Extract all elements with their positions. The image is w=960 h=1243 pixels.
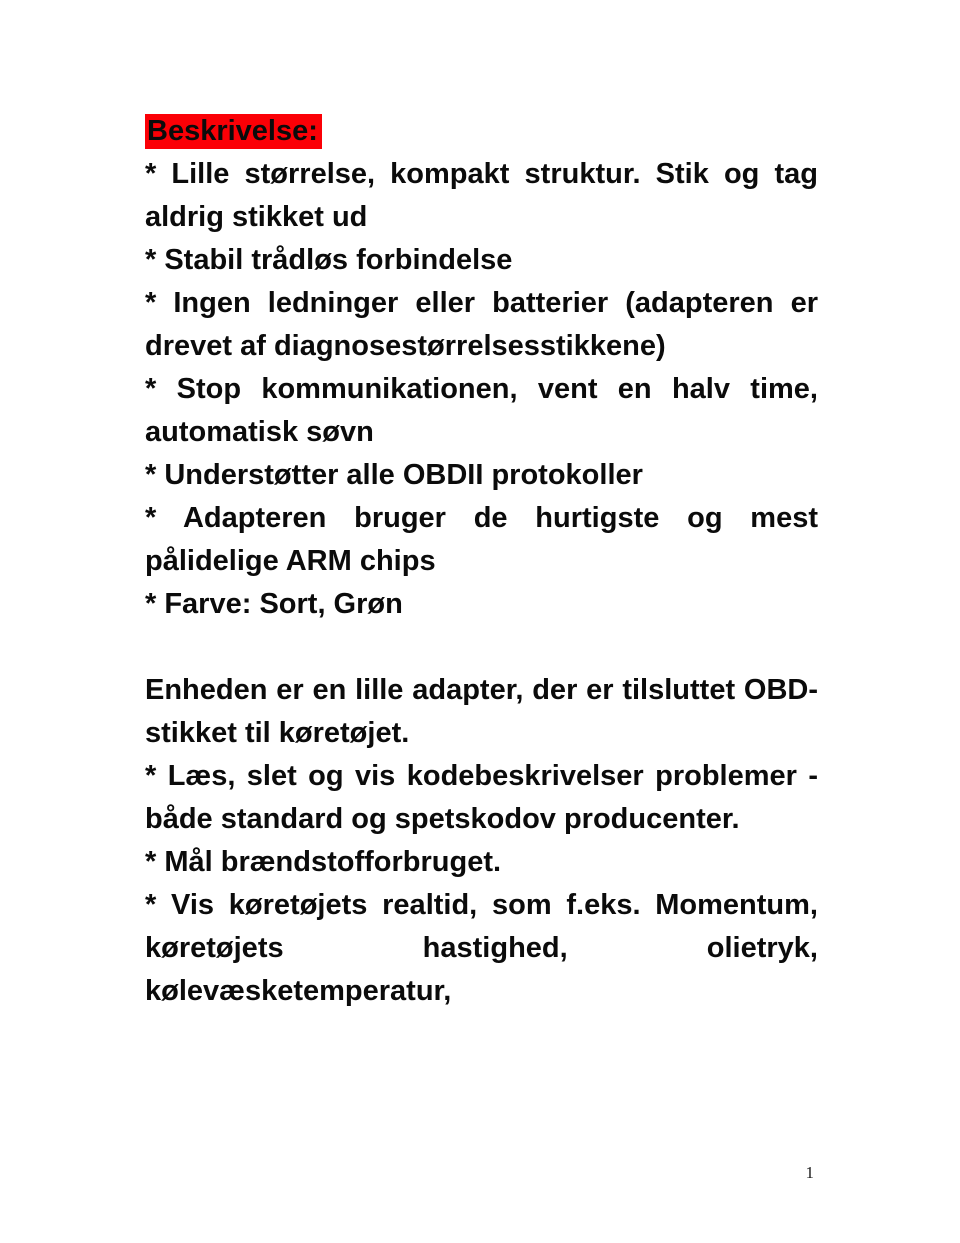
- bullet-paragraph: * Adapteren bruger de hurtigste og mest pålidelige ARM chips: [145, 502, 818, 577]
- section-heading: [145, 110, 818, 153]
- highlighted-heading: Beskrivelse:: [145, 114, 322, 149]
- bullet-paragraph: * Lille størrelse, kompakt struktur. Stik og tag aldrig stikket ud: [145, 158, 818, 233]
- page-number: 1: [805, 1163, 814, 1182]
- bullet-paragraph: * Stop kommunikationen, vent en halv time, automatisk søvn: [145, 373, 818, 448]
- bullet-paragraph: * Farve: Sort, Grøn: [145, 588, 403, 620]
- bullet-paragraph: * Vis køretøjets realtid, som f.eks. Momentum, køretøjets hastighed, olietryk, kølevæsketemperatur,: [145, 889, 818, 1007]
- bullet-paragraph: * Stabil trådløs forbindelse: [145, 244, 513, 276]
- bullet-paragraph: * Ingen ledninger eller batterier (adapteren er drevet af diagnosestørrelsesstikkene): [145, 287, 818, 362]
- paragraph-spacer: [145, 626, 818, 669]
- body-paragraph: Enheden er en lille adapter, der er tilsluttet OBD-stikket til køretøjet.: [145, 674, 818, 749]
- bullet-paragraph: * Læs, slet og vis kodebeskrivelser problemer - både standard og spetskodov producenter.: [145, 760, 818, 835]
- bullet-paragraph: * Understøtter alle OBDII protokoller: [145, 459, 643, 491]
- document-content: [145, 110, 818, 1013]
- bullet-paragraph: * Mål brændstofforbruget.: [145, 846, 502, 878]
